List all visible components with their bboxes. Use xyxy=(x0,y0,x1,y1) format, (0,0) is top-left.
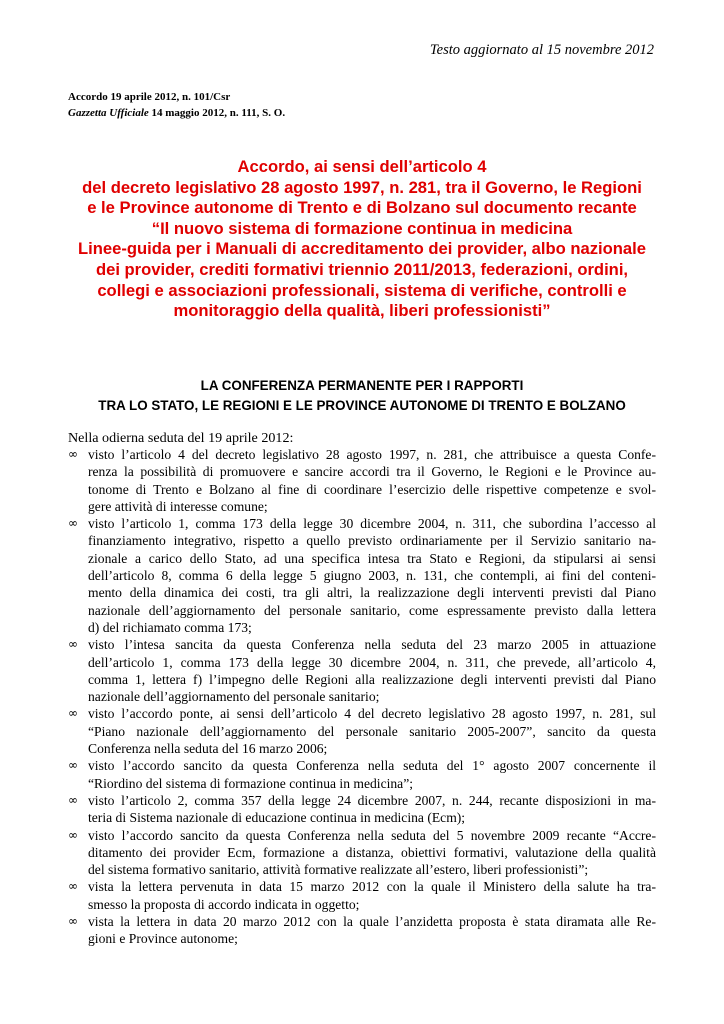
updated-note: Testo aggiornato al 15 novembre 2012 xyxy=(429,42,654,58)
infinity-bullet-icon: ∞ xyxy=(68,447,78,461)
list-item xyxy=(68,827,656,879)
list-item xyxy=(68,705,656,757)
title-line-5: Linee-guida per i Manuali di accreditamento dei provider, albo nazionale xyxy=(78,239,646,259)
infinity-bullet-icon: ∞ xyxy=(68,827,78,842)
list-item-line: d) del richiamato comma 173; xyxy=(88,619,252,635)
reference-block xyxy=(68,89,285,121)
list-item-line: tonome di Trento e Bolzano al fine di coordinare l’esercizio delle rispettive competenze e svol- xyxy=(88,481,656,497)
list-item xyxy=(68,792,656,827)
list-item xyxy=(68,636,656,705)
list-item-line: mento della dinamica dei costi, tra gli altri, la realizzazione degli interventi previsti dal Piano xyxy=(88,585,656,601)
infinity-bullet-icon: ∞ xyxy=(68,758,78,773)
list-item-line: visto l’intesa sancita da questa Conferenza nella seduta del 23 marzo 2005 in attuazione xyxy=(88,637,656,653)
accordo-reference: Accordo 19 aprile 2012, n. 101/Csr xyxy=(68,91,231,103)
title-line-6: dei provider, crediti formativi triennio 2011/2013, federazioni, ordini, xyxy=(95,259,629,279)
list-item-line: dell’articolo 1, comma 173 della legge 30 dicembre 2004, n. 311, che prevede, all’articolo 4, xyxy=(88,654,656,670)
list-item-line: zionale a carico dello Stato, ad una specifica intesa tra Stato e Regioni, da stipularsi ai sensi xyxy=(88,550,656,566)
list-item xyxy=(68,913,656,948)
list-item-line: visto l’accordo sancito da questa Conferenza nella seduta del 5 novembre 2009 recante “Accre- xyxy=(88,827,656,843)
document-title xyxy=(40,157,684,322)
list-item-line: dell’articolo 8, comma 6 della legge 5 giugno 2003, n. 131, che contempli, ai fini del conteni- xyxy=(88,568,656,584)
list-item xyxy=(68,878,656,913)
list-item-line: visto l’accordo ponte, ai sensi dell’articolo 4 del decreto legislativo 28 agosto 1997, n. 281, sul xyxy=(88,706,656,722)
list-item-line: vista la lettera in data 20 marzo 2012 con la quale l’anzidetta proposta è stata diramata alle Re- xyxy=(88,914,656,930)
list-item-line: gioni e Province autonome; xyxy=(88,931,238,947)
list-item-line: smesso la proposta di accordo indicata in oggetto; xyxy=(88,896,360,912)
title-line-1: Accordo, ai sensi dell’articolo 4 xyxy=(237,157,487,176)
session-intro: Nella odierna seduta del 19 aprile 2012: xyxy=(68,430,294,446)
list-item xyxy=(68,446,656,515)
title-line-3: e le Province autonome di Trento e di Bolzano sul documento recante xyxy=(87,198,637,218)
infinity-bullet-icon: ∞ xyxy=(68,516,78,531)
gazzetta-reference xyxy=(68,105,285,121)
list-item-line: comma 1, lettera f) l’impegno delle Regioni alla realizzazione degli interventi previsti dal Piano xyxy=(88,671,656,687)
title-line-4: “Il nuovo sistema di formazione continua in medicina xyxy=(151,218,573,238)
list-item-line: visto l’articolo 4 del decreto legislativo 28 agosto 1997, n. 281, che attribuisce a questa Confe- xyxy=(88,447,656,462)
list-item-line: nazionale dell’aggiornamento del personale sanitario, come espressamente previsto dalla lettera xyxy=(88,602,656,618)
conference-heading-line-2: TRA LO STATO, LE REGIONI E LE PROVINCE AUTONOME DI TRENTO E BOLZANO xyxy=(98,397,626,413)
gazzetta-details: 14 maggio 2012, n. 111, S. O. xyxy=(148,107,286,119)
list-item-line: “Piano nazionale dell’aggiornamento del personale sanitario 2005-2007”, sancito da questa xyxy=(88,723,656,739)
infinity-bullet-icon: ∞ xyxy=(68,637,78,652)
list-item-line: ditamento dei provider Ecm, formazione a distanza, obiettivi formativi, valutazione della qualità xyxy=(88,844,656,860)
premises-list xyxy=(68,446,656,948)
title-line-8: monitoraggio della qualità, liberi professionisti” xyxy=(173,301,551,321)
list-item-line: vista la lettera pervenuta in data 15 marzo 2012 con la quale il Ministero della salute ha tra- xyxy=(88,879,656,895)
list-item-line: Conferenza nella seduta del 16 marzo 2006; xyxy=(88,741,328,757)
list-item-line: nazionale dell’aggiornamento del personale sanitario; xyxy=(88,689,380,705)
conference-heading xyxy=(40,376,684,415)
list-item-line: “Riordino del sistema di formazione continua in medicina”; xyxy=(88,775,414,791)
list-item-line: renza la possibilità di promuovere e sancire accordi tra il Governo, le Regioni e le Province au- xyxy=(88,464,656,480)
infinity-bullet-icon: ∞ xyxy=(68,879,78,894)
list-item-line: finanziamento integrativo, rispetto a quello previsto ordinariamente per il Servizio sanitario na- xyxy=(88,533,656,549)
list-item-line: visto l’articolo 2, comma 357 della legge 24 dicembre 2007, n. 244, recante disposizioni in ma- xyxy=(88,792,656,808)
infinity-bullet-icon: ∞ xyxy=(68,914,78,929)
list-item-line: visto l’accordo sancito da questa Conferenza nella seduta del 1° agosto 2007 concernente il xyxy=(88,758,656,774)
title-line-7: collegi e associazioni professionali, sistema di verifiche, controlli e xyxy=(97,280,627,300)
infinity-bullet-icon: ∞ xyxy=(68,706,78,721)
list-item xyxy=(68,515,656,636)
infinity-bullet-icon: ∞ xyxy=(68,792,78,807)
title-line-2: del decreto legislativo 28 agosto 1997, n. 281, tra il Governo, le Regioni xyxy=(82,177,642,197)
list-item-line: del sistema formativo sanitario, attività formative realizzate all’estero, liberi professionisti”; xyxy=(88,862,589,878)
list-item-line: gere attività di interesse comune; xyxy=(88,498,268,514)
gazzetta-label: Gazzetta Ufficiale xyxy=(68,107,149,119)
list-item xyxy=(68,757,656,792)
list-item-line: teria di Sistema nazionale di educazione continua in medicina (Ecm); xyxy=(88,810,466,826)
conference-heading-line-1: LA CONFERENZA PERMANENTE PER I RAPPORTI xyxy=(200,378,524,393)
list-item-line: visto l’articolo 1, comma 173 della legge 30 dicembre 2004, n. 311, che subordina l’accesso al xyxy=(88,516,656,532)
